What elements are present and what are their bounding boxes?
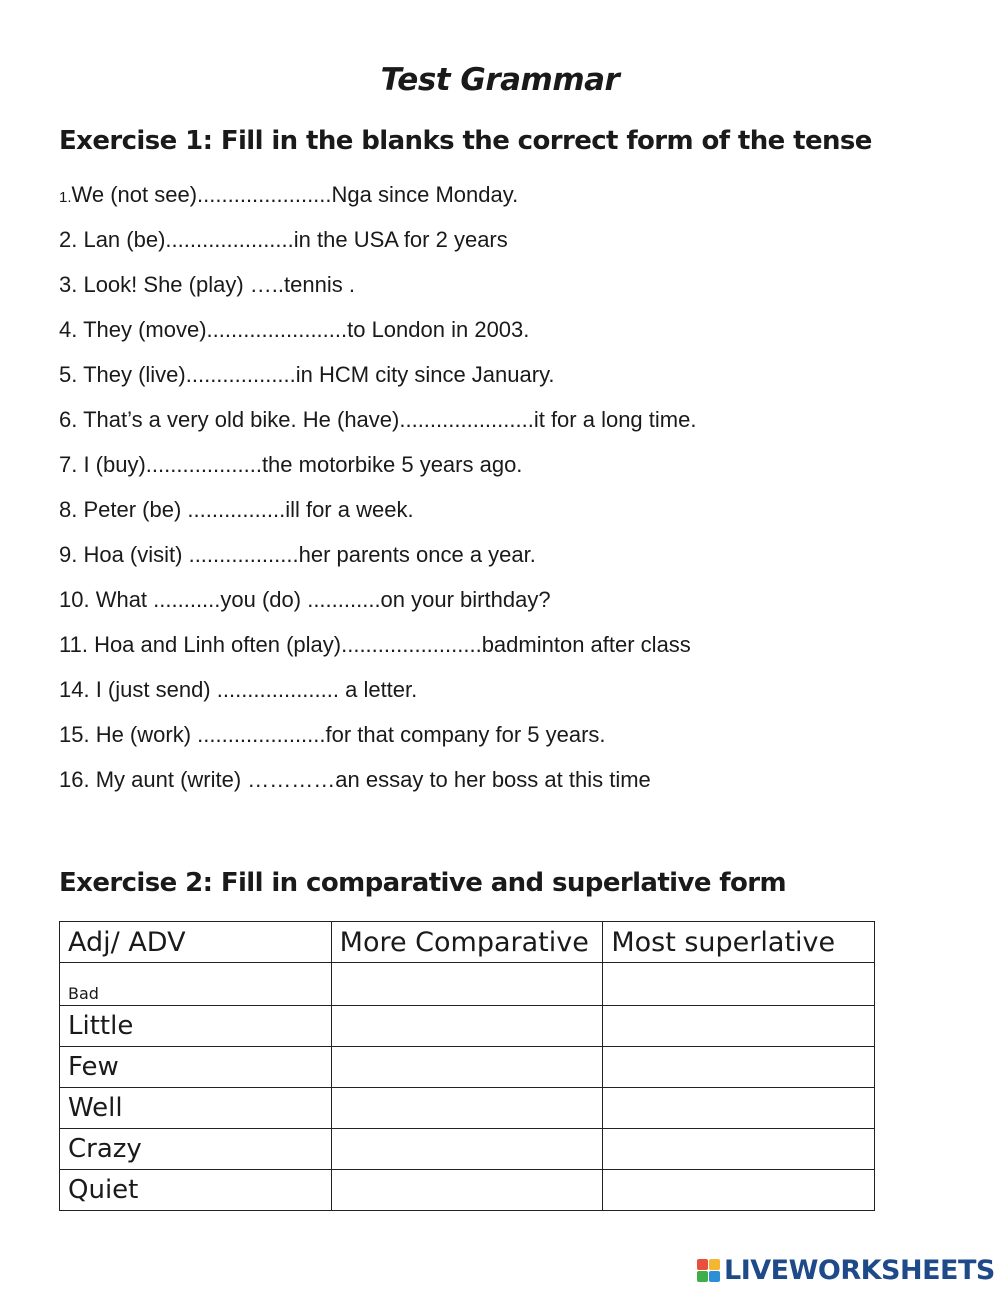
exercise-item: 7. I (buy)...................the motorbike 5 years ago. xyxy=(59,452,523,477)
liveworksheets-logo xyxy=(697,1253,995,1287)
exercise-item: 4. They (move).......................to London in 2003. xyxy=(59,317,530,342)
comparison-table xyxy=(59,921,875,1211)
adjective-cell: Crazy xyxy=(60,1129,332,1170)
comparative-answer-cell[interactable] xyxy=(331,963,603,1006)
table-row xyxy=(60,1129,875,1170)
superlative-answer-cell[interactable] xyxy=(603,1088,875,1129)
table-row xyxy=(60,1170,875,1211)
item-number: 1. xyxy=(59,189,72,206)
exercise-item xyxy=(59,180,696,225)
adjective-cell: Little xyxy=(60,1006,332,1047)
comparative-answer-cell[interactable] xyxy=(331,1047,603,1088)
exercise-1-list xyxy=(59,180,696,810)
exercise-item: 15. He (work) .....................for that company for 5 years. xyxy=(59,722,606,747)
exercise-2-heading: Exercise 2: Fill in comparative and superlative form xyxy=(59,868,786,898)
logo-square xyxy=(697,1271,708,1282)
table-row xyxy=(60,1047,875,1088)
table-row xyxy=(60,1006,875,1047)
adjective-cell: Few xyxy=(60,1047,332,1088)
column-header: Most superlative xyxy=(603,922,875,963)
table-row xyxy=(60,963,875,1006)
superlative-answer-cell[interactable] xyxy=(603,1006,875,1047)
table-row xyxy=(60,1088,875,1129)
exercise-item: 3. Look! She (play) …..tennis . xyxy=(59,272,355,297)
table-header-row xyxy=(60,922,875,963)
comparative-answer-cell[interactable] xyxy=(331,1006,603,1047)
page-title: Test Grammar xyxy=(380,62,620,98)
logo-grid-icon xyxy=(697,1259,720,1282)
adjective-cell: Well xyxy=(60,1088,332,1129)
superlative-answer-cell[interactable] xyxy=(603,1129,875,1170)
adjective-cell: Quiet xyxy=(60,1170,332,1211)
comparative-answer-cell[interactable] xyxy=(331,1129,603,1170)
superlative-answer-cell[interactable] xyxy=(603,1047,875,1088)
logo-text: LIVEWORKSHEETS xyxy=(724,1254,995,1286)
exercise-item: 9. Hoa (visit) ..................her parents once a year. xyxy=(59,542,536,567)
logo-square xyxy=(709,1259,720,1270)
exercise-item: 14. I (just send) .................... a letter. xyxy=(59,677,418,702)
exercise-item: 16. My aunt (write) …………an essay to her boss at this time xyxy=(59,767,651,792)
column-header: Adj/ ADV xyxy=(60,922,332,963)
adjective-cell: Bad xyxy=(60,963,332,1006)
comparative-answer-cell[interactable] xyxy=(331,1088,603,1129)
exercise-item: 5. They (live)..................in HCM city since January. xyxy=(59,362,555,387)
column-header: More Comparative xyxy=(331,922,603,963)
exercise-item: 2. Lan (be).....................in the USA for 2 years xyxy=(59,227,508,252)
superlative-answer-cell[interactable] xyxy=(603,1170,875,1211)
logo-square xyxy=(697,1259,708,1270)
item-text: We (not see)......................Nga since Monday. xyxy=(71,182,519,207)
comparative-answer-cell[interactable] xyxy=(331,1170,603,1211)
exercise-item: 6. That’s a very old bike. He (have)......................it for a long time. xyxy=(59,407,697,432)
exercise-item: 8. Peter (be) ................ill for a week. xyxy=(59,497,414,522)
exercise-item: 11. Hoa and Linh often (play).......................badminton after class xyxy=(59,632,691,657)
exercise-1-heading: Exercise 1: Fill in the blanks the correct form of the tense xyxy=(59,126,872,156)
exercise-item: 10. What ...........you (do) ............on your birthday? xyxy=(59,587,551,612)
logo-square xyxy=(709,1271,720,1282)
superlative-answer-cell[interactable] xyxy=(603,963,875,1006)
